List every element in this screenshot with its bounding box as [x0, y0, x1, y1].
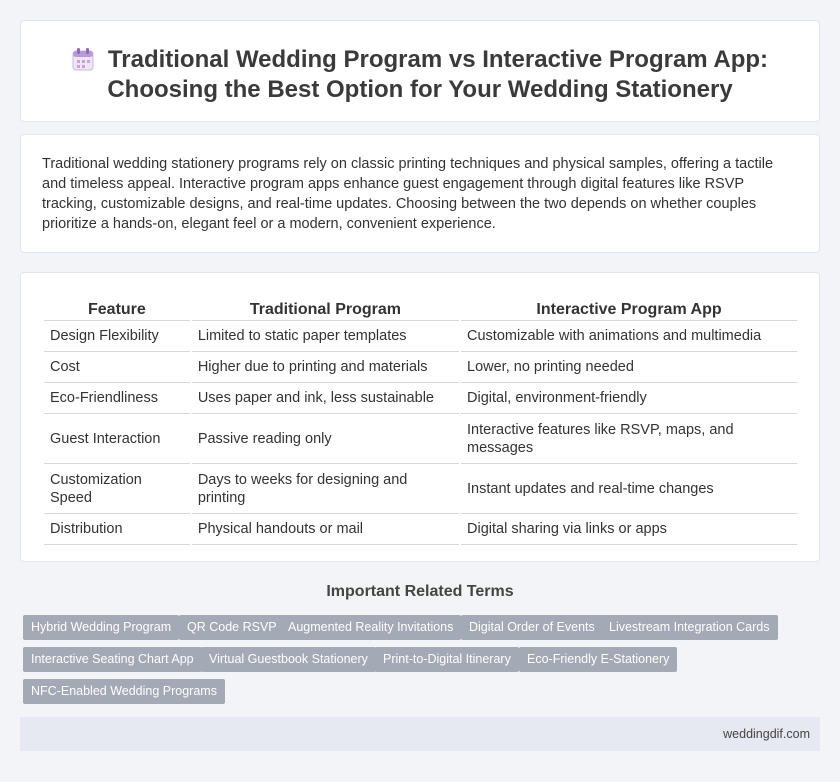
header-interactive: Interactive Program App — [461, 295, 797, 321]
tag-qr-code-rsvp[interactable]: QR Code RSVP — [179, 615, 285, 640]
feature-cell: Guest Interaction — [44, 414, 190, 464]
footer — [20, 717, 820, 751]
tag-interactive-seating-chart-app[interactable]: Interactive Seating Chart App — [23, 647, 202, 672]
table-row — [44, 352, 797, 383]
tag-digital-order-of-events[interactable]: Digital Order of Events — [461, 615, 603, 640]
traditional-cell: Uses paper and ink, less sustainable — [192, 383, 459, 414]
tag-virtual-guestbook-stationery[interactable]: Virtual Guestbook Stationery — [201, 647, 376, 672]
interactive-cell: Digital, environment-friendly — [461, 383, 797, 414]
comparison-table — [42, 295, 799, 545]
feature-cell: Customization Speed — [44, 464, 190, 514]
interactive-cell: Lower, no printing needed — [461, 352, 797, 383]
interactive-cell: Interactive features like RSVP, maps, and messages — [461, 414, 797, 464]
page-title-text: Traditional Wedding Program vs Interactive Program App: Choosing the Best Option for Your Wedding Stationery — [107, 46, 769, 103]
footer-site-link[interactable]: weddingdif.com — [723, 727, 810, 741]
interactive-cell: Digital sharing via links or apps — [461, 514, 797, 545]
table-row — [44, 414, 797, 464]
table-row — [44, 514, 797, 545]
interactive-cell: Customizable with animations and multimedia — [461, 321, 797, 352]
tag-livestream-integration-cards[interactable]: Livestream Integration Cards — [601, 615, 778, 640]
traditional-cell: Days to weeks for designing and printing — [192, 464, 459, 514]
tag-eco-friendly-e-stationery[interactable]: Eco-Friendly E-Stationery — [519, 647, 677, 672]
related-terms-heading: Important Related Terms — [326, 583, 514, 600]
feature-cell: Eco-Friendliness — [44, 383, 190, 414]
tag-augmented-reality-invitations[interactable]: Augmented Reality Invitations — [280, 615, 461, 640]
table-row — [44, 321, 797, 352]
tag-print-to-digital-itinerary[interactable]: Print-to-Digital Itinerary — [375, 647, 519, 672]
feature-cell: Design Flexibility — [44, 321, 190, 352]
table-row — [44, 383, 797, 414]
table-header-row — [44, 295, 797, 321]
feature-cell: Distribution — [44, 514, 190, 545]
traditional-cell: Limited to static paper templates — [192, 321, 459, 352]
traditional-cell: Higher due to printing and materials — [192, 352, 459, 383]
page-title — [51, 45, 789, 105]
header-feature: Feature — [44, 295, 190, 321]
tag-hybrid-wedding-program[interactable]: Hybrid Wedding Program — [23, 615, 179, 640]
header-traditional: Traditional Program — [192, 295, 459, 321]
intro-card — [20, 134, 820, 253]
traditional-cell: Passive reading only — [192, 414, 459, 464]
interactive-cell: Instant updates and real-time changes — [461, 464, 797, 514]
table-row — [44, 464, 797, 514]
calendar-icon — [72, 47, 94, 71]
feature-cell: Cost — [44, 352, 190, 383]
intro-paragraph: Traditional wedding stationery programs rely on classic printing techniques and physical samples, offering a tactile and timeless appeal. Interactive program apps enhance guest engagement through digital features like RSVP tracking, customizable designs, and real-time updates. Choosing between the two depends on whether couples prioritize a hands-on, elegant feel or a modern, convenient experience. — [42, 156, 774, 232]
traditional-cell: Physical handouts or mail — [192, 514, 459, 545]
comparison-card — [20, 272, 820, 562]
title-card — [20, 20, 820, 122]
tag-nfc-enabled-wedding-programs[interactable]: NFC-Enabled Wedding Programs — [23, 679, 225, 704]
